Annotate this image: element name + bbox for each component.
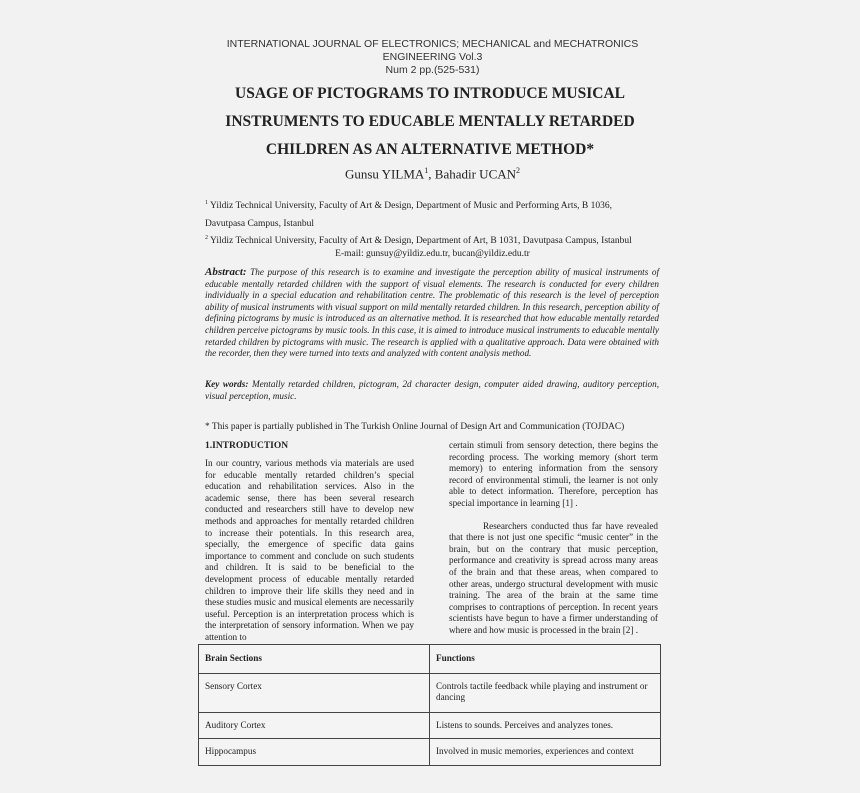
- affiliation-1: [205, 194, 660, 233]
- paper-title-line1: USAGE OF PICTOGRAMS TO INTRODUCE MUSICAL: [235, 85, 625, 102]
- paper-title-line2: INSTRUMENTS TO EDUCABLE MENTALLY RETARDED: [225, 113, 635, 130]
- affiliation-2-mark: 2: [205, 235, 208, 241]
- affiliation-1-mark: 1: [205, 200, 208, 206]
- abstract-text: The purpose of this research is to examine and investigate the perception ability of musical instruments of educable mentally retarded children with the support of visual elements. The research is conducted for every children individually in a special education and rehabilitation centre. The problematic of this research is the level of perception ability of musical instruments with visual support on mild mentally retarded children. In this research, perception ability of defining pictograms by music is introduced as an alternative method. It is researched that how educable mentally retarded children perceive pictograms by music tools. In this case, it is aimed to introduce musical instruments to educable mentally retarded children by pictograms with music. The research is applied with a qualitative approach. Data were obtained with the recorder, then they were turned into texts and analyzed with content analysis method.: [205, 267, 659, 359]
- table-row: [199, 712, 661, 739]
- table-cell: Sensory Cortex: [199, 673, 430, 712]
- brain-functions-table: [198, 644, 661, 766]
- paper-title-line3: CHILDREN AS AN ALTERNATIVE METHOD*: [265, 141, 595, 158]
- intro-paragraph-left: In our country, various methods via materials are used for educable mentally retarded children’s special education and rehabilitation services. Also in the academic sense, there has been several research conducted and researchers still have to develop new methods and approaches for mentally retarded children to increase their potentials. In this research area, specially, the emergence of specific data gains importance to comment and conclude on such students and children. It is said to be beneficial to the development process of educable mentally retarded children to improve their life skills they need and in these studies music and musical elements are necessarily useful. Perception is an interpretation process which is the interpretation of sensory information. When we pay attention to: [205, 458, 414, 642]
- affiliation-1-line1: Yildiz Technical University, Faculty of Art & Design, Department of Music and Performing Arts, B 1036,: [208, 201, 612, 212]
- abstract: [205, 267, 659, 360]
- author-1: Gunsu YILMA: [344, 166, 425, 182]
- affiliation-2-line1: Yildiz Technical University, Faculty of Art & Design, Department of Art, B 1031, Davutpasa Campus, Istanbul: [208, 236, 632, 247]
- affiliation-2: [205, 229, 660, 250]
- section-heading-introduction: 1.INTRODUCTION: [205, 441, 289, 451]
- table-header-cell: Brain Sections: [199, 645, 430, 674]
- intro-paragraph-right-1: certain stimuli from sensory detection, there begins the recording process. The working memory (short term memory) to entering information from the sensory record of environmental stimuli, the learner is not only able to detect information. Therefore, perception has special importance in learning [1] .: [449, 440, 658, 508]
- table-row: [199, 739, 661, 766]
- table-cell: Controls tactile feedback while playing and instrument or dancing: [430, 673, 661, 712]
- author-2: Bahadir UCAN: [434, 166, 517, 182]
- table-header-row: [199, 645, 661, 674]
- table-cell: Listens to sounds. Perceives and analyzes tones.: [430, 712, 661, 739]
- table-header-cell: Functions: [430, 645, 661, 674]
- left-column: [205, 458, 414, 644]
- author-separator: ,: [428, 166, 435, 182]
- author-1-affil-mark: 1: [424, 166, 429, 175]
- intro-paragraph-right-2: Researchers conducted thus far have revealed that there is not just one specific “music center” in the brain, but on the contrary that music perception, performance and creativity is spread across many areas of the brain and that these areas, when compared to other areas, undergo structural development with music training. The area of the brain at the same time comprises to contraptions of perception. In recent years scientists have begun to have a firmer understanding of where and how music is processed in the brain [2] .: [449, 520, 658, 635]
- right-column: [449, 440, 658, 637]
- journal-header-line2: Num 2 pp.(525-531): [385, 64, 480, 76]
- paper-title: [195, 80, 665, 164]
- keywords: [205, 378, 659, 402]
- abstract-label: Abstract:: [205, 266, 247, 278]
- table-cell: Hippocampus: [199, 739, 430, 766]
- author-2-affil-mark: 2: [516, 166, 521, 175]
- author-list: [200, 166, 665, 182]
- table-cell: Involved in music memories, experiences and context: [430, 739, 661, 766]
- keywords-label: Key words:: [205, 379, 249, 389]
- contact-email: E-mail: gunsuy@yildiz.edu.tr, bucan@yildiz.edu.tr: [335, 249, 530, 259]
- affiliation-1-line2: Davutpasa Campus, Istanbul: [205, 219, 314, 230]
- keywords-text: Mentally retarded children, pictogram, 2d character design, computer aided drawing, auditory perception, visual perception, music.: [205, 379, 659, 401]
- publication-footnote: * This paper is partially published in The Turkish Online Journal of Design Art and Communication (TOJDAC): [205, 422, 625, 432]
- table-row: [199, 673, 661, 712]
- journal-header-line1: INTERNATIONAL JOURNAL OF ELECTRONICS; MECHANICAL and MECHATRONICS ENGINEERING Vol.3: [226, 38, 639, 63]
- table-cell: Auditory Cortex: [199, 712, 430, 739]
- journal-header: [200, 38, 665, 77]
